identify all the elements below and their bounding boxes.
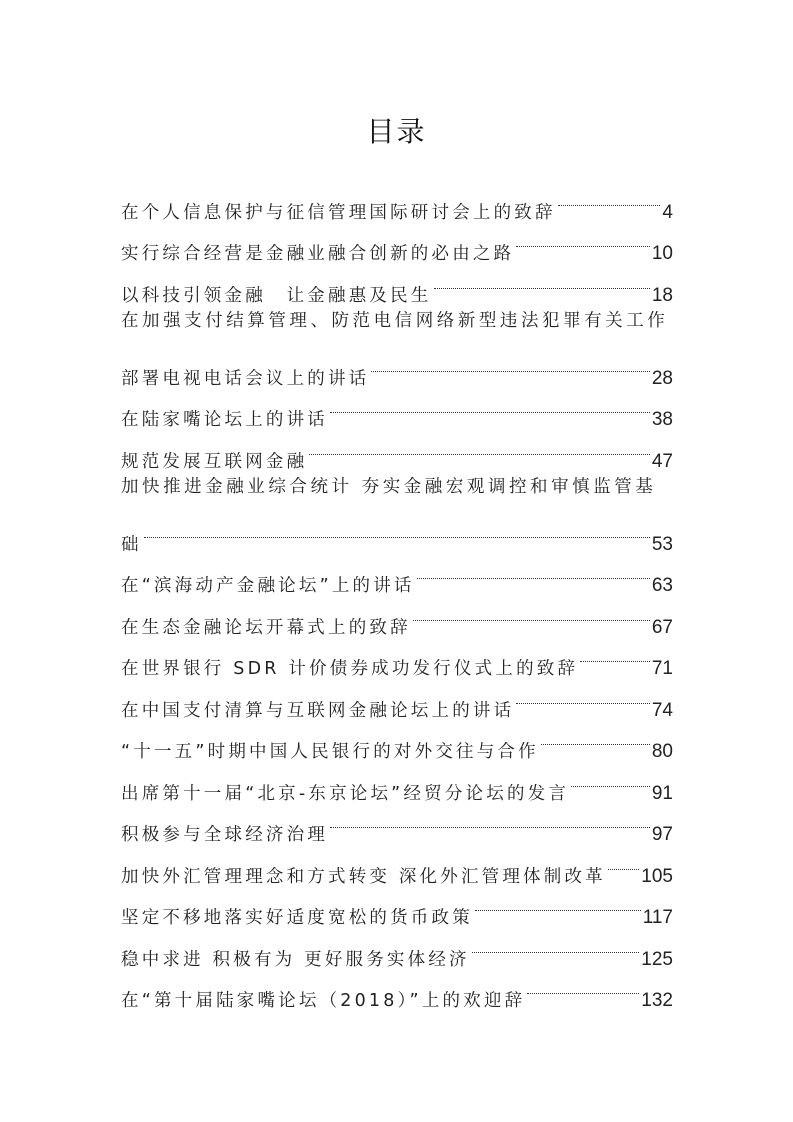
toc-entry-page: 18 — [651, 284, 673, 306]
toc-entry-page: 97 — [651, 824, 673, 845]
toc-entry-page: 67 — [651, 616, 673, 638]
toc-entry-page: 80 — [651, 741, 673, 762]
page-title: 目录 — [366, 115, 427, 148]
toc-entry-page: 38 — [651, 409, 673, 430]
toc-entry-page: 105 — [641, 865, 673, 887]
dot-leader — [472, 923, 640, 965]
toc-entry-title: 稳中求进 积极有为 更好服务实体经济 — [121, 949, 470, 970]
dot-leader — [580, 633, 650, 675]
toc-entry-title-line2: 部署电视电话会议上的讲话 — [121, 368, 370, 389]
toc-entry-page: 47 — [651, 450, 673, 472]
dot-leader — [330, 384, 650, 426]
toc-entry-title: 在“第十届陆家嘴论坛（2018）”上的欢迎辞 — [121, 991, 526, 1011]
toc-entry-title: 实行综合经营是金融业融合创新的必由之路 — [121, 244, 515, 264]
toc-entry[interactable] — [121, 508, 673, 555]
dot-leader — [541, 716, 650, 758]
toc-entry-title: 加快外汇管理理念和方式转变 深化外汇管理体制改革 — [121, 866, 606, 887]
toc-entry-page: 91 — [651, 782, 673, 804]
toc-entry-title: 规范发展互联网金融 — [121, 451, 308, 472]
toc-entry-page: 63 — [651, 575, 673, 596]
toc-entry-title: “十一五”时期中国人民银行的对外交往与合作 — [121, 742, 539, 762]
dot-leader — [571, 757, 650, 799]
toc-entry-title: 出席第十一届“北京-东京论坛”经贸分论坛的发言 — [121, 783, 570, 804]
toc-entry-page: 53 — [651, 533, 673, 555]
dot-leader — [475, 882, 641, 924]
toc-entry-title: 在个人信息保护与征信管理国际研讨会上的致辞 — [121, 202, 556, 223]
dot-leader — [434, 259, 650, 301]
toc-entry-page: 132 — [641, 990, 673, 1011]
toc-entry-title: 以科技引领金融 让金融惠及民生 — [121, 285, 432, 306]
dot-leader — [527, 965, 639, 1007]
toc-entry[interactable] — [121, 342, 673, 389]
dot-leader — [516, 218, 650, 260]
toc-entry[interactable] — [121, 176, 673, 223]
table-of-contents — [121, 176, 673, 1011]
toc-entry-title-line1: 加快推进金融业综合统计 夯实金融宏观调控和审慎监管基 — [121, 476, 657, 497]
dot-leader — [608, 840, 639, 882]
toc-entry-title: 在生态金融论坛开幕式上的致辞 — [121, 617, 411, 638]
dot-leader — [144, 508, 650, 550]
toc-entry-title-line2: 础 — [121, 534, 142, 555]
toc-entry-page: 28 — [651, 367, 673, 389]
dot-leader — [417, 550, 650, 592]
dot-leader — [413, 591, 650, 633]
toc-entry-wrapped-line[interactable] — [121, 301, 673, 343]
dot-leader — [371, 342, 649, 384]
toc-entry-title: 坚定不移地落实好适度宽松的货币政策 — [121, 908, 473, 928]
dot-leader — [330, 799, 650, 841]
toc-entry-page: 125 — [641, 948, 673, 970]
toc-entry-page: 10 — [651, 243, 673, 264]
dot-leader — [558, 176, 661, 218]
toc-entry-page: 117 — [642, 907, 673, 928]
dot-leader — [516, 674, 650, 716]
toc-entry-title: 在世界银行 SDR 计价债券成功发行仪式上的致辞 — [121, 659, 579, 679]
toc-entry-title: 在中国支付清算与互联网金融论坛上的讲话 — [121, 700, 515, 721]
toc-entry-page: 4 — [662, 201, 673, 223]
toc-entry-page: 71 — [651, 658, 673, 679]
toc-entry[interactable] — [121, 550, 673, 596]
toc-entry-page: 74 — [651, 699, 673, 721]
toc-entry-title: 在“滨海动产金融论坛”上的讲话 — [121, 576, 415, 596]
toc-entry-title: 积极参与全球经济治理 — [121, 825, 328, 845]
toc-entry-wrapped-line[interactable] — [121, 467, 673, 509]
toc-entry-title: 在陆家嘴论坛上的讲话 — [121, 410, 328, 430]
toc-entry-title-line1: 在加强支付结算管理、防范电信网络新型违法犯罪有关工作 — [121, 310, 669, 331]
dot-leader — [309, 425, 650, 467]
